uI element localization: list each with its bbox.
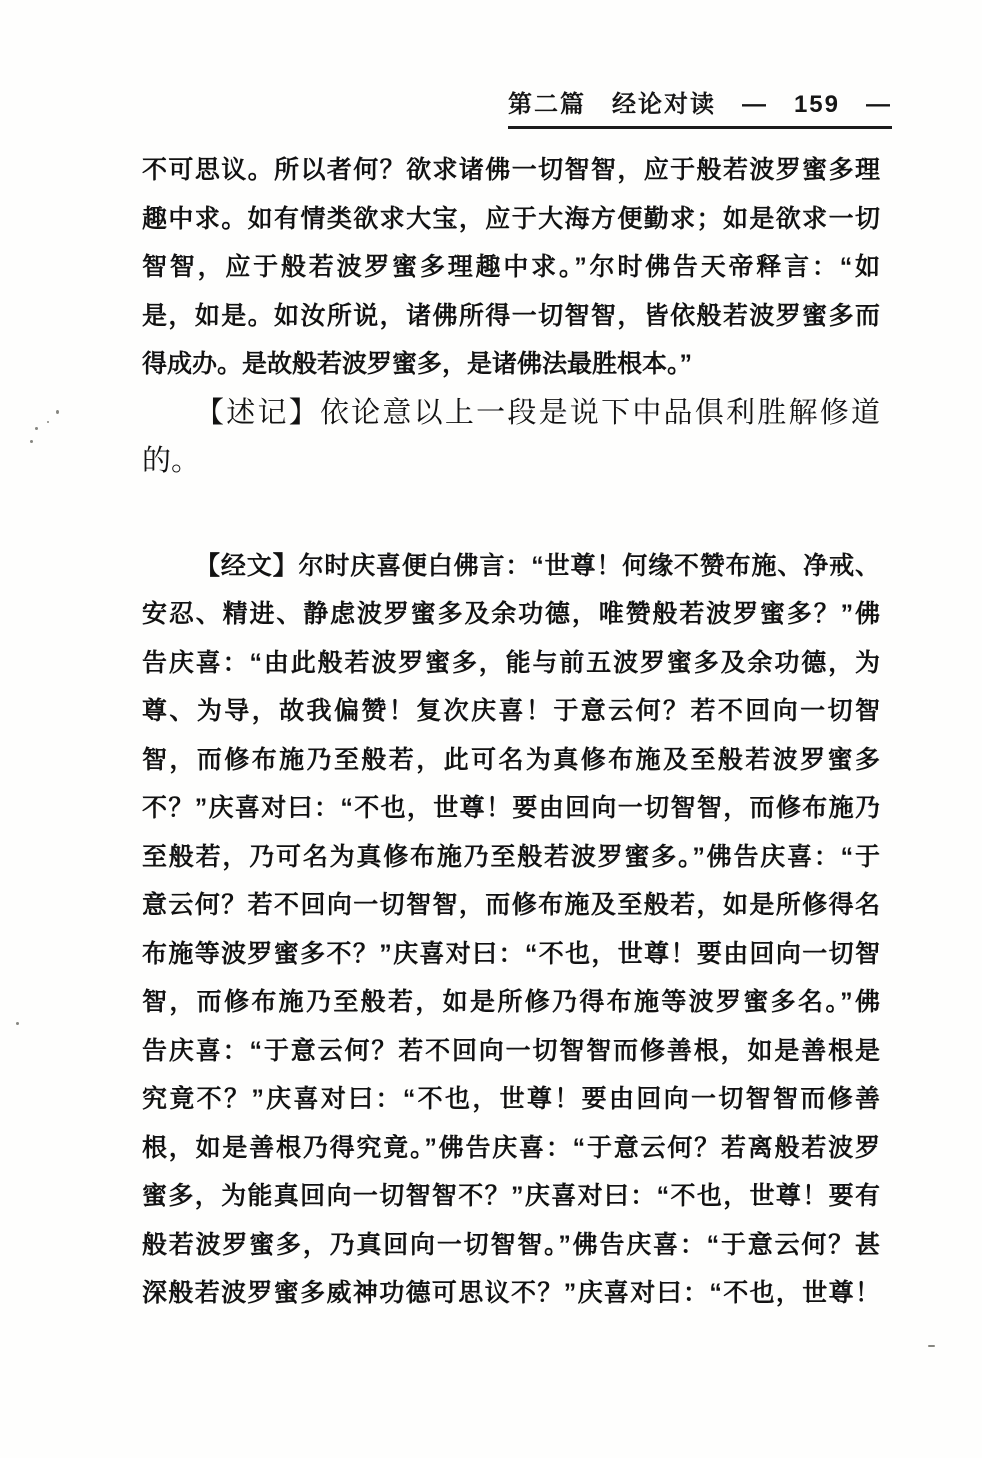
- text-line: 告庆喜：“由此般若波罗蜜多，能与前五波罗蜜多及余功德，为: [142, 648, 880, 677]
- paragraph-shuji-commentary: [142, 389, 880, 486]
- text-line: 是，如是。如汝所说，诸佛所得一切智智，皆依般若波罗蜜多而: [142, 301, 880, 330]
- text-line: 趣中求。如有情类欲求大宝，应于大海方便勤求；如是欲求一切: [142, 204, 880, 233]
- text-line: 布施等波罗蜜多不？”庆喜对曰：“不也，世尊！要由回向一切智: [142, 939, 880, 968]
- paragraph-sutra-continuation: [142, 146, 880, 389]
- text-line: 【述记】依论意以上一段是说下中品俱利胜解修道: [195, 396, 880, 429]
- text-line: 至般若，乃可名为真修布施乃至般若波罗蜜多。”佛告庆喜：“于: [142, 842, 880, 871]
- scan-speck: [35, 427, 38, 430]
- text-line: 根，如是善根乃得究竟。”佛告庆喜：“于意云何？若离般若波罗: [142, 1133, 880, 1162]
- scan-speck: [30, 440, 33, 443]
- text-line: 【经文】尔时庆喜便白佛言：“世尊！何缘不赞布施、净戒、: [195, 551, 880, 580]
- running-head: 第二篇 经论对读 — 159 —: [508, 84, 892, 129]
- text-line: 深般若波罗蜜多威神功德可思议不？”庆喜对曰：“不也，世尊！: [142, 1279, 880, 1307]
- text-line: 尊、为导，故我偏赞！复次庆喜！于意云何？若不回向一切智: [142, 697, 880, 725]
- text-line: 的。: [142, 445, 201, 477]
- text-block: [142, 146, 880, 1318]
- text-line: 不？”庆喜对曰：“不也，世尊！要由回向一切智智，而修布施乃: [142, 794, 880, 822]
- page-header: [0, 84, 892, 129]
- text-line: 不可思议。所以者何？欲求诸佛一切智智，应于般若波罗蜜多理: [142, 156, 880, 184]
- text-line: 般若波罗蜜多，乃真回向一切智智。”佛告庆喜：“于意云何？甚: [142, 1230, 880, 1259]
- text-line: 得成办。是故般若波罗蜜多，是诸佛法最胜根本。”: [142, 350, 693, 378]
- paragraph-jingwen-scripture: [142, 542, 880, 1318]
- text-line: 意云何？若不回向一切智智，而修布施及至般若，如是所修得名: [142, 891, 880, 919]
- text-line: 蜜多，为能真回向一切智智不？”庆喜对曰：“不也，世尊！要有: [142, 1182, 880, 1210]
- scan-speck: [16, 1022, 19, 1025]
- text-line: 究竟不？”庆喜对曰：“不也，世尊！要由回向一切智智而修善: [142, 1085, 880, 1113]
- text-line: 智，而修布施乃至般若，此可名为真修布施及至般若波罗蜜多: [142, 745, 880, 774]
- scan-speck: [928, 1345, 935, 1347]
- text-line: 告庆喜：“于意云何？若不回向一切智智而修善根，如是善根是: [142, 1036, 880, 1065]
- text-line: 智智，应于般若波罗蜜多理趣中求。”尔时佛告天帝释言：“如: [142, 253, 880, 281]
- scan-speck: [47, 421, 49, 423]
- text-line: 安忍、精进、静虑波罗蜜多及余功德，唯赞般若波罗蜜多？”佛: [142, 600, 880, 628]
- scan-speck: [56, 410, 59, 414]
- text-line: 智，而修布施乃至般若，如是所修乃得布施等波罗蜜多名。”佛: [142, 988, 880, 1016]
